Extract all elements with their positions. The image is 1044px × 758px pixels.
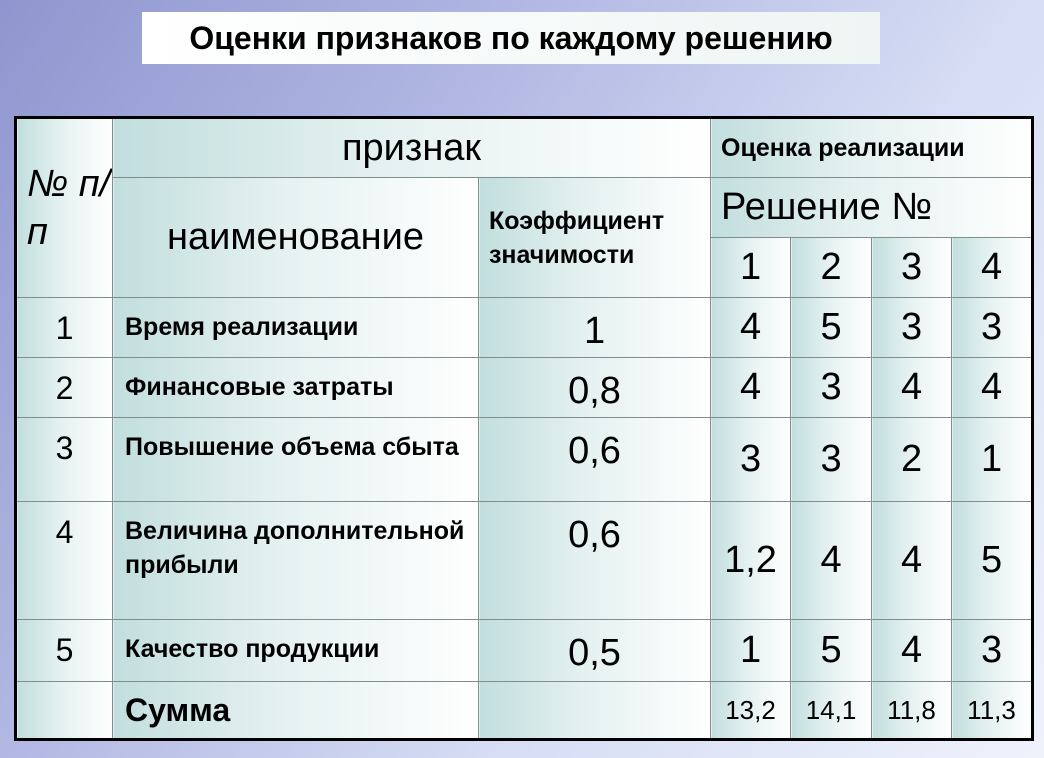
row-score: 4 [711, 298, 791, 358]
sum-num-cell [16, 682, 113, 740]
row-name: Повышение объема сбыта [113, 418, 479, 502]
row-name: Время реализации [113, 298, 479, 358]
header-feature-label: признак [341, 126, 482, 169]
header-solution-2: 2 [791, 238, 872, 298]
sum-label: Сумма [113, 682, 479, 740]
row-coef: 0,8 [479, 358, 711, 418]
row-score: 5 [791, 620, 872, 682]
row-score: 4 [791, 502, 872, 620]
row-name: Финансовые затраты [113, 358, 479, 418]
header-coef [479, 178, 711, 298]
row-name: Величина дополнительной прибыли [113, 502, 479, 620]
row-score: 3 [791, 358, 872, 418]
evaluation-table [14, 116, 1034, 741]
table-row [16, 502, 1033, 620]
row-coef: 1 [479, 298, 711, 358]
row-score: 4 [872, 358, 952, 418]
header-feature [113, 118, 711, 178]
row-score: 3 [952, 298, 1033, 358]
row-score: 3 [791, 418, 872, 502]
sum-row [16, 682, 1033, 740]
page-title-box [142, 12, 880, 64]
header-coef-label: Коэффициент значимости [489, 206, 665, 269]
row-score: 1 [711, 620, 791, 682]
row-num: 3 [16, 418, 113, 502]
header-assessment [711, 118, 1033, 178]
row-score: 1 [952, 418, 1033, 502]
row-score: 3 [711, 418, 791, 502]
header-name [113, 178, 479, 298]
table-row [16, 298, 1033, 358]
row-score: 5 [952, 502, 1033, 620]
row-score: 4 [711, 358, 791, 418]
table-row [16, 418, 1033, 502]
row-score: 4 [872, 620, 952, 682]
table-row [16, 620, 1033, 682]
row-coef: 0,6 [479, 418, 711, 502]
sum-value: 13,2 [711, 682, 791, 740]
sum-coef-cell [479, 682, 711, 740]
row-num: 5 [16, 620, 113, 682]
row-score: 4 [872, 502, 952, 620]
sum-value: 11,8 [872, 682, 952, 740]
row-score: 5 [791, 298, 872, 358]
row-num: 1 [16, 298, 113, 358]
header-solution-4: 4 [952, 238, 1033, 298]
header-solution-3: 3 [872, 238, 952, 298]
row-coef: 0,6 [479, 502, 711, 620]
table-row [16, 358, 1033, 418]
header-assessment-label: Оценка реализации [721, 134, 965, 162]
row-score: 1,2 [711, 502, 791, 620]
header-num [16, 118, 113, 298]
header-num-label: № п/п [27, 163, 111, 253]
header-name-label: наименование [167, 216, 424, 258]
row-num: 2 [16, 358, 113, 418]
sum-value: 11,3 [952, 682, 1033, 740]
row-num: 4 [16, 502, 113, 620]
row-score: 4 [952, 358, 1033, 418]
row-name: Качество продукции [113, 620, 479, 682]
row-score: 2 [872, 418, 952, 502]
page-title: Оценки признаков по каждому решению [189, 19, 833, 56]
row-coef: 0,5 [479, 620, 711, 682]
row-score: 3 [872, 298, 952, 358]
header-solution [711, 178, 1033, 238]
row-score: 3 [952, 620, 1033, 682]
header-solution-1: 1 [711, 238, 791, 298]
sum-value: 14,1 [791, 682, 872, 740]
header-solution-label: Решение № [721, 186, 933, 228]
